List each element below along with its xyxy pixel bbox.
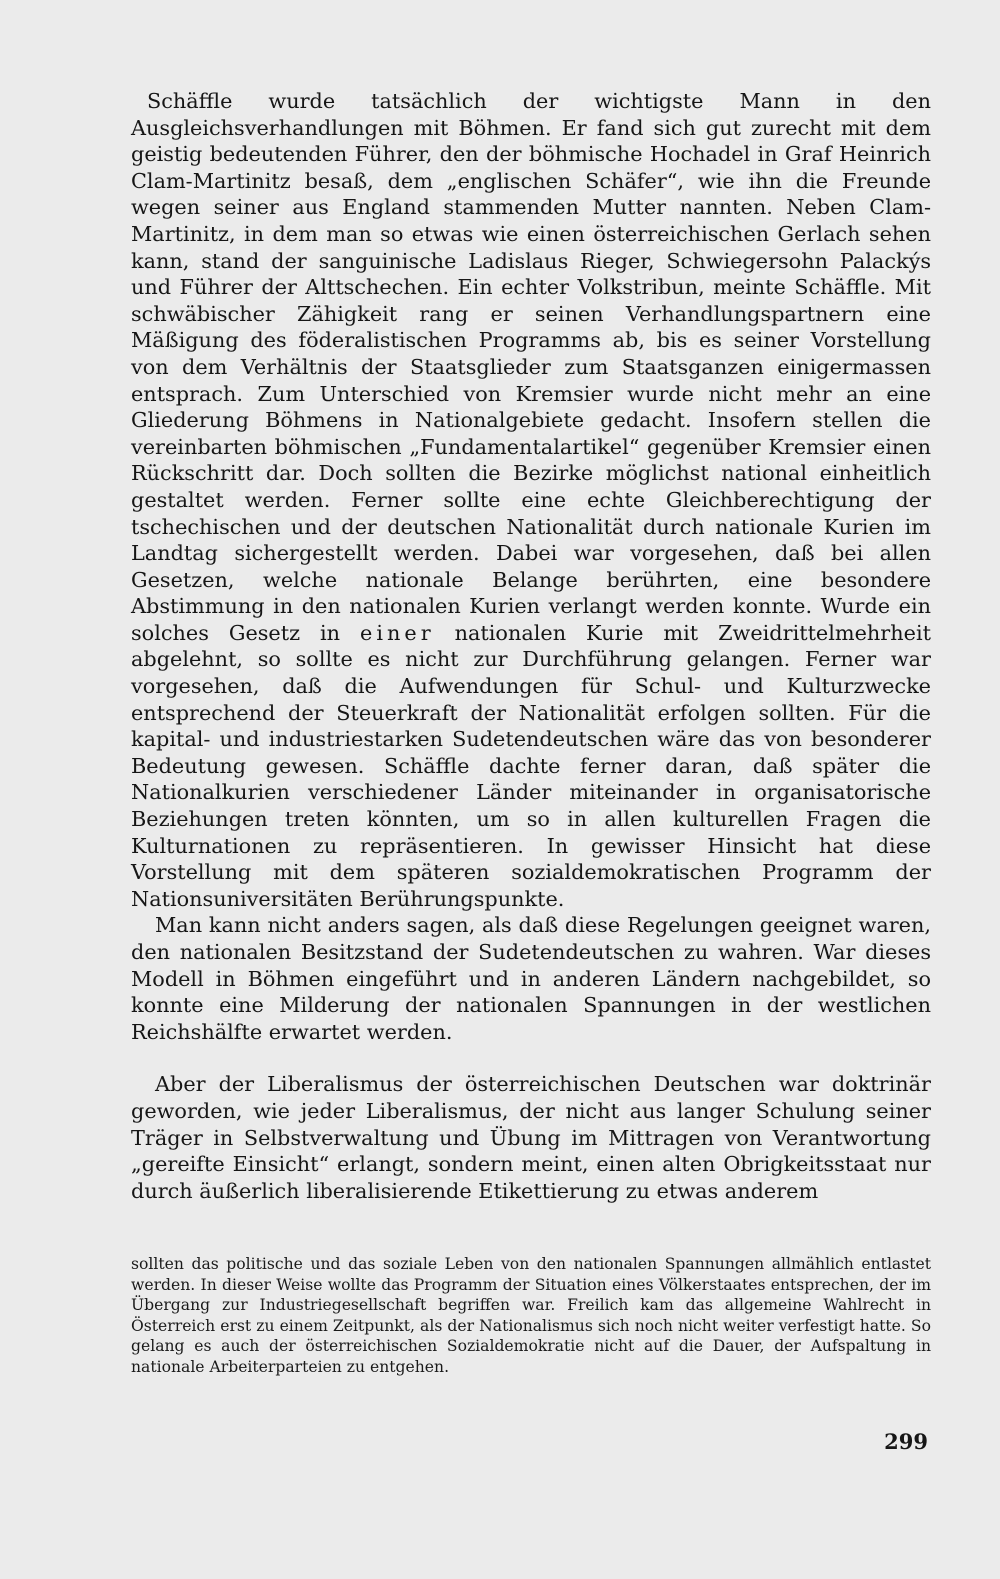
main-text	[131, 88, 931, 1204]
paragraph-regulations-assessment: Man kann nicht anders sagen, als daß diese Regelungen geeignet waren, den nationalen Besitzstand der Sudetendeutschen zu wahren. War dieses Modell in Böhmen eingeführt und in anderen Ländern nachgebildet, so konnte eine Milderung der nationalen Spannungen in der westlichen Reichshälfte erwartet werden.	[131, 913, 931, 1044]
footnote-text: sollten das politische und das soziale Leben von den nationalen Spannungen allmählich entlastet werden. In dieser Weise wollte das Programm der Situation eines Völkerstaates entsprechen, der im Übergang zur Industriegesellschaft begriffen war. Freilich kam das allgemeine Wahlrecht in Österreich erst zu einem Zeitpunkt, als der Nationalismus sich noch nicht weiter verfestigt hatte. So gelang es auch der österreichischen Sozialdemokratie nicht auf die Dauer, der Aufspaltung in nationale Arbeiterparteien zu entgehen.	[131, 1255, 931, 1376]
paragraph-liberalism: Aber der Liberalismus der österreichischen Deutschen war doktrinär geworden, wie jeder Liberalismus, der nicht aus langer Schulung seiner Träger in Selbstverwaltung und Übung im Mittragen von Verantwortung „gereifte Einsicht“ erlangt, sondern meint, einen alten Obrigkeitsstaat nur durch äußerlich liberalisierende Etikettierung zu etwas anderem	[131, 1072, 931, 1203]
paragraph-1-continuation: nationalen Kurie mit Zweidrittelmehrheit abgelehnt, so sollte es nicht zur Durchführung gelangen. Ferner war vorgesehen, daß die Aufwendungen für Schul- und Kulturzwecke entsprechend der Steuerkraft der Nationalität erfolgen sollten. Für die kapital- und industriestarken Sudetendeutschen wäre das von besonderer Bedeutung gewesen. Schäffle dachte ferner daran, daß später die Nationalkurien verschiedener Länder miteinander in organisatorische Beziehungen treten könnten, um so in allen kulturellen Fragen die Kulturnationen zu repräsentieren. In gewisser Hinsicht hat diese Vorstellung mit dem späteren sozialdemokratischen Programm der Nationsuniversitäten Berührungspunkte.	[131, 620, 931, 911]
section-break	[131, 1045, 931, 1071]
paragraph-1-text: Schäffle wurde tatsächlich der wichtigste Mann in den Ausgleichsverhandlungen mit Böhmen. Er fand sich gut zurecht mit dem geistig bedeutenden Führer, den der böhmische Hochadel in Graf Heinrich Clam-Martinitz besaß, dem „englischen Schäfer“, wie ihn die Freunde wegen seiner aus England stammenden Mutter nannten. Neben Clam-Martinitz, in dem man so etwas wie einen österreichischen Gerlach sehen kann, stand der sanguinische Ladislaus Rieger, Schwiegersohn Palackýs und Führer der Alttschechen. Ein echter Volkstribun, meinte Schäffle. Mit schwäbischer Zähigkeit rang er seinen Verhandlungspartnern eine Mäßigung des föderalistischen Programms ab, bis es seiner Vorstellung von dem Verhältnis der Staatsglieder zum Staatsganzen einigermassen entsprach. Zum Unterschied von Kremsier wurde nicht mehr an eine Gliederung Böhmens in Nationalgebiete gedacht. Insofern stellen die vereinbarten böhmischen „Fundamentalartikel“ gegenüber Kremsier einen Rückschritt dar. Doch sollten die Bezirke möglichst national einheitlich gestaltet werden. Ferner sollte eine echte Gleichberechtigung der tschechischen und der deutschen Nationalität durch nationale Kurien im Landtag sichergestellt werden. Dabei war vorgesehen, daß bei allen Gesetzen, welche nationale Belange berührten, eine besondere Abstimmung in den nationalen Kurien verlangt werden konnte. Wurde ein solches Gesetz in	[131, 89, 931, 645]
footnote	[131, 1254, 931, 1378]
page-number: 299	[884, 1429, 928, 1454]
paragraph-schaeffle-negotiations	[131, 88, 931, 912]
emphasis-einer: einer	[360, 620, 435, 645]
